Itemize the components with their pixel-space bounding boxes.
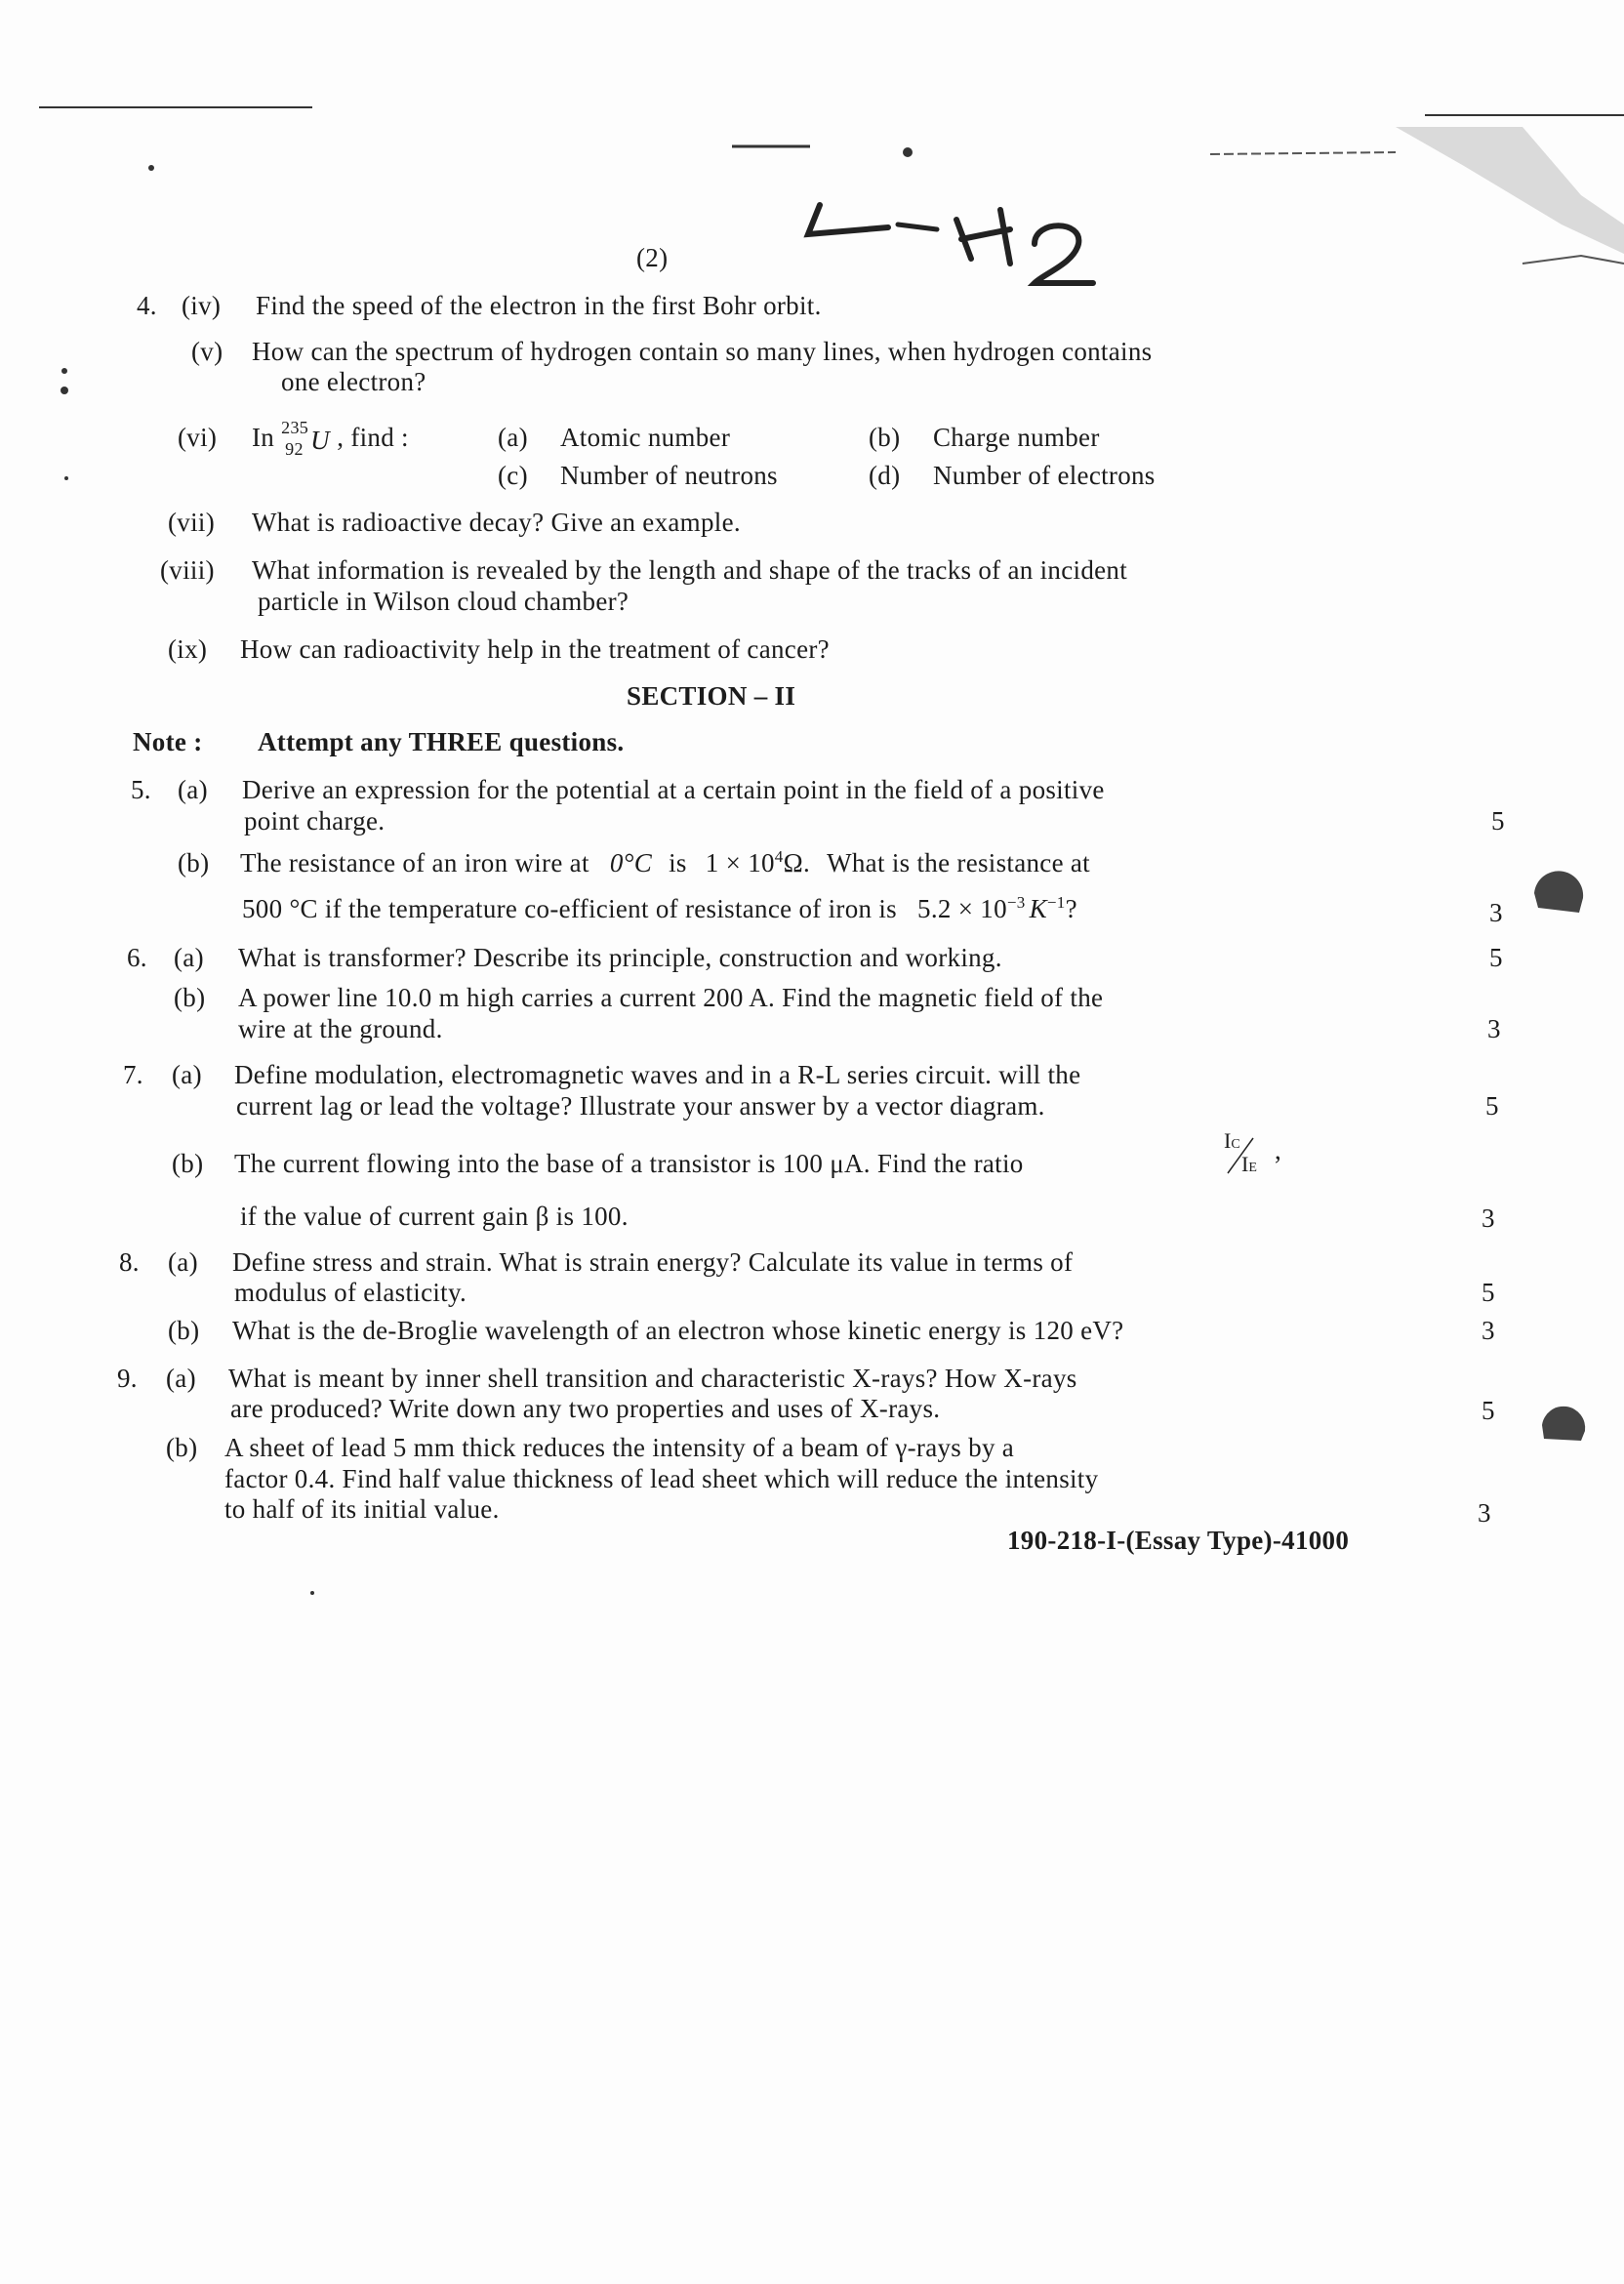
q9-a-line1: What is meant by inner shell transition and characteristic X-rays? How X-rays [228, 1364, 1077, 1393]
resistance-base: 1 × 10 [705, 848, 775, 877]
q8-b-text: What is the de-Broglie wavelength of an electron whose kinetic energy is 120 eV? [232, 1316, 1124, 1345]
option-b-label: (b) [869, 423, 901, 452]
q5-b-is: is [669, 848, 687, 877]
q8-a-line2: modulus of elasticity. [234, 1278, 467, 1307]
ic-symbol: I [1224, 1128, 1232, 1153]
page-number: (2) [636, 243, 669, 272]
q5-b-line1-end: What is the resistance at [827, 848, 1090, 877]
element-symbol: U [310, 425, 330, 455]
q8-a-marks: 5 [1482, 1278, 1495, 1307]
question-mark: ? [1065, 894, 1077, 923]
mass-number: 235 [281, 417, 309, 437]
q7-b-line1: The current flowing into the base of a transistor is 100 μA. Find the ratio [234, 1149, 1024, 1178]
question-6-number: 6. [127, 943, 147, 972]
question-7-number: 7. [123, 1060, 143, 1089]
option-a-label: (a) [498, 423, 528, 452]
q4-viii-line2: particle in Wilson cloud chamber? [258, 587, 629, 616]
q5-a-label: (a) [178, 775, 208, 804]
ratio-comma: , [1275, 1135, 1282, 1165]
note-label: Note : [133, 727, 203, 756]
q4-v-label: (v) [191, 337, 223, 366]
section-title: SECTION – II [627, 681, 796, 711]
temperature-0c: 0°C [609, 848, 653, 877]
question-8-number: 8. [119, 1247, 140, 1277]
q4-ix-label: (ix) [168, 634, 208, 664]
uranium-isotope [281, 417, 330, 459]
ratio-numerator [1224, 1128, 1240, 1154]
q6-a-label: (a) [174, 943, 204, 972]
question-5-number: 5. [131, 775, 151, 804]
q4-vi-find: , find : [337, 423, 409, 452]
ic-subscript: C [1231, 1137, 1240, 1152]
resistance-exponent: 4 [774, 847, 784, 866]
q4-vi-in: In [252, 423, 275, 452]
ratio-denominator [1241, 1152, 1257, 1177]
q4-vi-label: (vi) [178, 423, 218, 452]
q9-b-label: (b) [166, 1433, 198, 1462]
q9-b-line1: A sheet of lead 5 mm thick reduces the intensity of a beam of γ-rays by a [224, 1433, 1015, 1462]
temperature-coefficient [917, 894, 1077, 923]
q8-a-label: (a) [168, 1247, 198, 1277]
q6-b-label: (b) [174, 983, 206, 1012]
q4-iv-text: Find the speed of the electron in the first Bohr orbit. [256, 291, 822, 320]
option-c-text: Number of neutrons [560, 461, 778, 490]
q5-a-line2: point charge. [244, 806, 386, 836]
option-d-text: Number of electrons [933, 461, 1156, 490]
q6-a-marks: 5 [1489, 943, 1503, 972]
q4-v-line1: How can the spectrum of hydrogen contain so many lines, when hydrogen contains [252, 337, 1153, 366]
ie-subscript: E [1248, 1161, 1257, 1175]
q9-b-line3: to half of its initial value. [224, 1494, 500, 1524]
option-a-text: Atomic number [560, 423, 731, 452]
ic-over-ie-fraction [1216, 1128, 1271, 1177]
q5-b-line2-start: 500 °C if the temperature co-efficient of resistance of iron is [242, 894, 897, 923]
question-9-number: 9. [117, 1364, 138, 1393]
q7-a-line1: Define modulation, electromagnetic waves and in a R-L series circuit. will the [234, 1060, 1081, 1089]
current-ratio [1216, 1128, 1282, 1177]
q8-b-marks: 3 [1482, 1316, 1495, 1345]
q5-b-line1-start: The resistance of an iron wire at [240, 848, 589, 877]
alpha-unit-exponent: −1 [1046, 893, 1066, 912]
alpha-unit: K [1029, 894, 1047, 923]
q4-viii-line1: What information is revealed by the length and shape of the tracks of an incident [252, 555, 1128, 585]
question-4-number: 4. [137, 291, 157, 320]
q5-b-line2 [242, 894, 1077, 924]
q9-b-line2: factor 0.4. Find half value thickness of lead sheet which will reduce the intensity [224, 1464, 1099, 1493]
alpha-base: 5.2 × 10 [917, 894, 1007, 923]
resistance-value [706, 848, 810, 877]
q7-b-marks: 3 [1482, 1203, 1495, 1233]
q8-b-label: (b) [168, 1316, 200, 1345]
q7-a-label: (a) [172, 1060, 202, 1089]
q5-b-line1 [240, 848, 1090, 878]
paper-code: 190-218-I-(Essay Type)-41000 [1007, 1526, 1350, 1555]
alpha-exponent: −3 [1006, 893, 1026, 912]
q6-b-line1: A power line 10.0 m high carries a current 200 A. Find the magnetic field of the [238, 983, 1104, 1012]
q4-vii-label: (vii) [168, 508, 215, 537]
q7-b-line2: if the value of current gain β is 100. [240, 1202, 629, 1231]
atomic-number: 92 [285, 438, 304, 459]
handwritten-mark [800, 190, 1113, 298]
option-c-label: (c) [498, 461, 528, 490]
q9-a-marks: 5 [1482, 1396, 1495, 1425]
q5-a-line1: Derive an expression for the potential at a certain point in the field of a positive [242, 775, 1105, 804]
q9-a-label: (a) [166, 1364, 196, 1393]
q5-b-marks: 3 [1489, 898, 1503, 927]
resistance-unit: Ω. [783, 848, 811, 877]
q6-b-marks: 3 [1487, 1014, 1501, 1043]
q7-a-line2: current lag or lead the voltage? Illustrate your answer by a vector diagram. [236, 1091, 1045, 1121]
q4-ix-text: How can radioactivity help in the treatment of cancer? [240, 634, 830, 664]
option-b-text: Charge number [933, 423, 1100, 452]
q4-v-line2: one electron? [281, 367, 426, 396]
q4-iv-label: (iv) [182, 291, 222, 320]
q9-b-marks: 3 [1478, 1498, 1491, 1528]
q7-b-label: (b) [172, 1149, 204, 1178]
q6-b-line2: wire at the ground. [238, 1014, 443, 1043]
q7-a-marks: 5 [1485, 1091, 1499, 1121]
q4-vii-text: What is radioactive decay? Give an example. [252, 508, 741, 537]
q5-b-label: (b) [178, 848, 210, 877]
note-text: Attempt any THREE questions. [258, 727, 625, 756]
q5-a-marks: 5 [1491, 806, 1505, 836]
option-d-label: (d) [869, 461, 901, 490]
q9-a-line2: are produced? Write down any two properties and uses of X-rays. [230, 1394, 941, 1423]
ie-symbol: I [1241, 1152, 1249, 1176]
q4-viii-label: (viii) [160, 555, 215, 585]
q8-a-line1: Define stress and strain. What is strain energy? Calculate its value in terms of [232, 1247, 1074, 1277]
q4-vi-question [252, 417, 409, 459]
q6-a-text: What is transformer? Describe its principle, construction and working. [238, 943, 1002, 972]
